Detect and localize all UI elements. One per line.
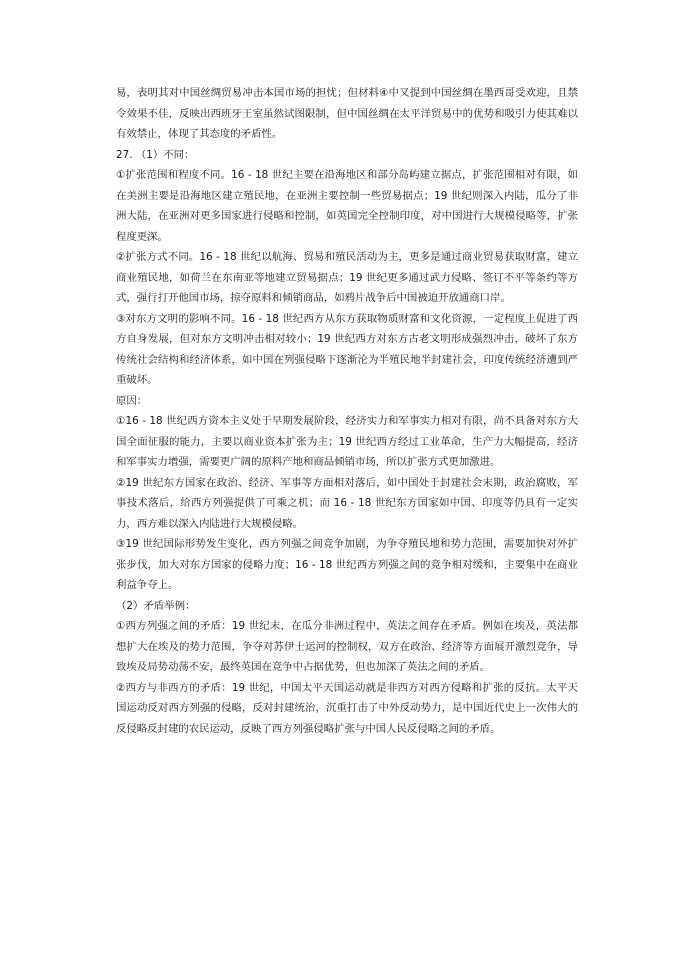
reason-point-2: ②19 世纪东方国家在政治、经济、军事等方面相对落后，如中国处于封建社会末期，政治腐败，军事技术落后，给西方列强提供了可乘之机；而 16 - 18 世纪东方国家如中国、印度等仍具有一定实力，西方难以深入内陆进行大规模侵略。 xyxy=(116,476,578,530)
difference-point-2: ②扩张方式不同。16 - 18 世纪以航海、贸易和殖民活动为主，更多是通过商业贸易获取财富，建立商业殖民地，如荷兰在东南亚等地建立贸易据点；19 世纪更多通过武力侵略、签订不平等条约等方式，强行打开他国市场，掠夺原料和倾销商品，如鸦片战争后中国被迫开放通商口岸。 xyxy=(116,251,578,304)
reason-point-3: ③19 世纪国际形势发生变化，西方列强之间竞争加剧，为争夺殖民地和势力范围，需要加快对外扩张步伐，加大对东方国家的侵略力度；16 - 18 世纪西方列强之间的竞争相对缓和，主要集中在商业利益争夺上。 xyxy=(116,538,578,591)
difference-point-1: ①扩张范围和程度不同。16 - 18 世纪主要在沿海地区和部分岛屿建立据点，扩张范围相对有限，如在美洲主要是沿海地区建立殖民地，在亚洲主要控制一些贸易据点；19 世纪则深入内陆，瓜分了非洲大陆，在亚洲对更多国家进行侵略和控制，如英国完全控制印度，对中国进行大规模侵略等，扩张程度更深。 xyxy=(116,169,578,243)
paragraph-continuation: 易，表明其对中国丝绸贸易冲击本国市场的担忧；但材料④中又提到中国丝绸在墨西哥受欢迎，且禁令效果不佳，反映出西班牙王室虽然试图限制，但中国丝绸在太平洋贸易中的优势和吸引力使其难以有效禁止，体现了其态度的矛盾性。 xyxy=(116,87,578,140)
reason-point-1: ①16 - 18 世纪西方资本主义处于早期发展阶段，经济实力和军事实力相对有限，尚不具备对东方大国全面征服的能力，主要以商业资本扩张为主；19 世纪西方经过工业革命，生产力大幅提高，经济和军事实力增强，需要更广阔的原料产地和商品倾销市场，所以扩张方式更加激进。 xyxy=(116,415,578,468)
contradiction-example-2: ②西方与非西方的矛盾：19 世纪，中国太平天国运动就是非西方对西方侵略和扩张的反抗。太平天国运动反对西方列强的侵略，反对封建统治，沉重打击了中外反动势力，是中国近代史上一次伟大的反侵略反封建的农民运动，反映了西方列强侵略扩张与中国人民反侵略之间的矛盾。 xyxy=(116,681,578,735)
contradiction-example-1: ①西方列强之间的矛盾：19 世纪末，在瓜分非洲过程中，英法之间存在矛盾。例如在埃及，英法都想扩大在埃及的势力范围，争夺对苏伊士运河的控制权，双方在政治、经济等方面展开激烈竞争，导致埃及局势动荡不安，最终英国在竞争中占据优势，但也加深了英法之间的矛盾。 xyxy=(116,620,578,673)
question-27-part1-heading: 27. （1）不同： xyxy=(116,148,195,161)
difference-point-3: ③对东方文明的影响不同。16 - 18 世纪西方从东方获取物质财富和文化资源，一定程度上促进了西方自身发展，但对东方文明冲击相对较小；19 世纪西方对东方古老文明形成强烈冲击，破坏了东方传统社会结构和经济体系，如中国在列强侵略下逐渐沦为半殖民地半封建社会，印度传统经济遭到严重破坏。 xyxy=(116,312,578,386)
reasons-heading: 原因： xyxy=(116,394,148,407)
question-27-part2-heading: （2）矛盾举例： xyxy=(116,599,196,612)
document-body xyxy=(116,83,578,739)
